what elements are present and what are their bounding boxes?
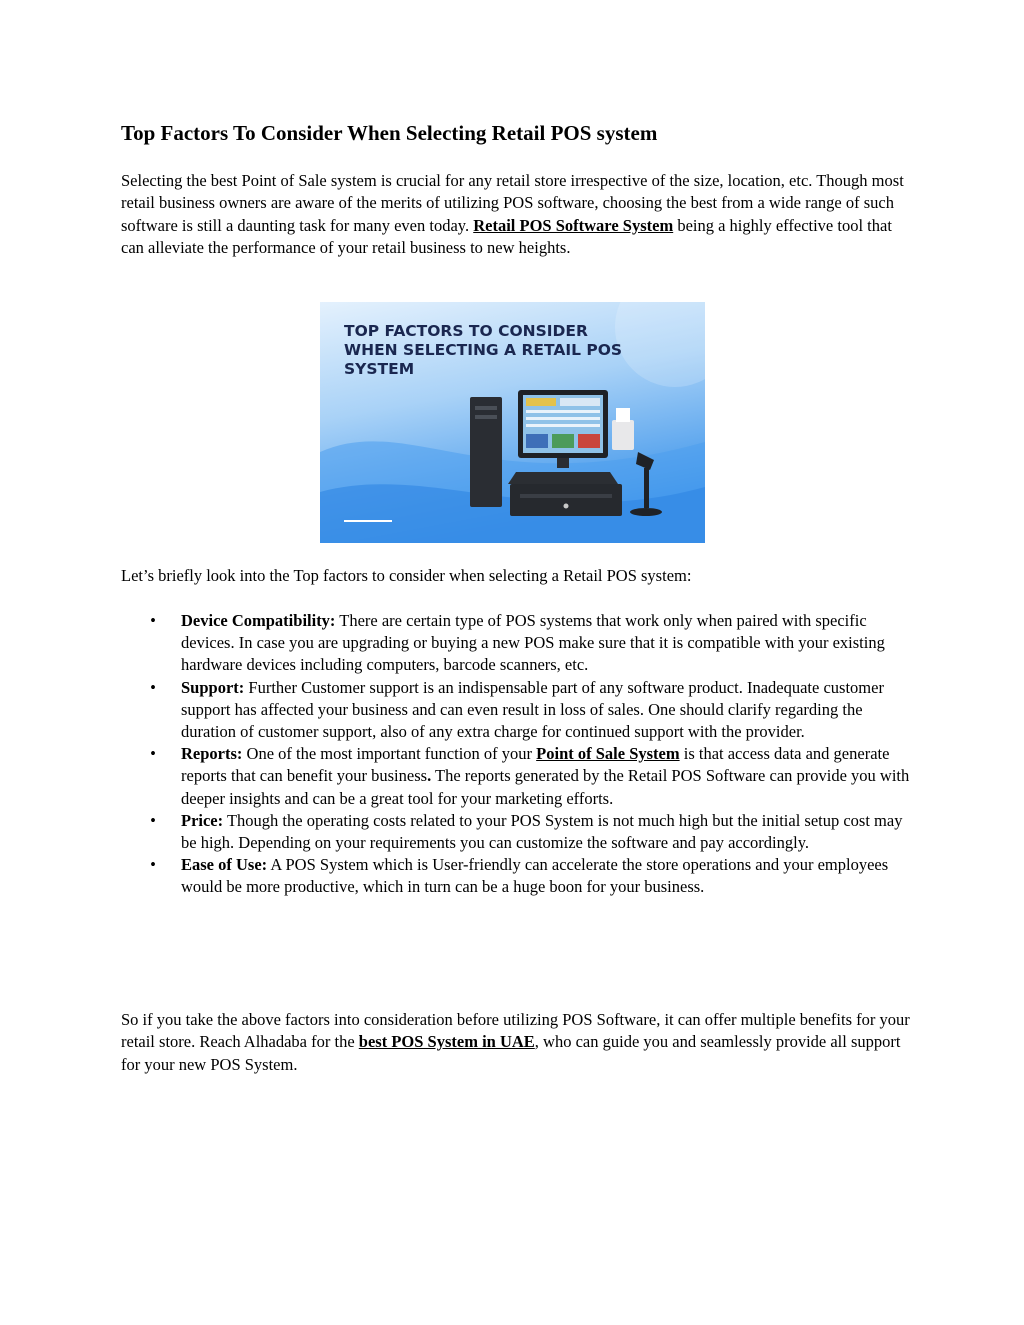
factor-text: There are certain type of POS systems that work only when paired with specific devices. In case you are upgrading or buying a new POS make sure that it is compatible with your existing hardware devices including computers, barcode scanners, etc. [181, 611, 885, 675]
factor-text: Though the operating costs related to your POS System is not much high but the initial setup cost may be high. Depending on your requirements you can customize the software and pay accordingly. [181, 810, 903, 853]
point-of-sale-system-link[interactable]: Point of Sale System [536, 744, 680, 764]
intro-text: Selecting the best Point of Sale system is crucial for any retail store irrespective of the size, location, etc. Though most retail business owners are aware of the merits of utilizing POS software, choosing the best from a wide range of such software is still a daunting task for many even today. [121, 171, 904, 235]
factor-term: Ease of Use: [181, 855, 268, 875]
intro-after-text: being a highly effective tool that can alleviate the performance of your retail business to new heights. [121, 215, 892, 257]
list-item-support [121, 677, 911, 744]
list-item-price [121, 810, 911, 854]
bullet-icon: • [150, 611, 156, 630]
factor-period: . [427, 766, 432, 786]
bullet-icon: • [150, 855, 156, 875]
bullet-icon: • [150, 677, 156, 697]
lead-paragraph: Let’s briefly look into the Top factors to consider when selecting a Retail POS system: [121, 566, 692, 585]
bullet-icon: • [150, 810, 156, 830]
factor-term: Reports: [181, 744, 243, 764]
intro-paragraph [121, 170, 911, 259]
list-item-device-compatibility [121, 610, 911, 677]
list-item-reports [121, 743, 911, 810]
bullet-icon: • [150, 744, 156, 764]
page-title: Top Factors To Consider When Selecting Retail POS system [121, 121, 658, 145]
factor-text: One of the most important function of your [246, 744, 533, 764]
factor-term: Price: [181, 810, 224, 830]
outro-paragraph [121, 1009, 911, 1076]
hero-image [320, 302, 705, 543]
list-item-ease-of-use [121, 854, 911, 898]
factors-list [121, 610, 911, 899]
factor-text-after-link: is that access data and generate reports that can benefit your business [181, 744, 890, 786]
outro-after-text: , who can guide you and seamlessly provide all support for your new POS System. [121, 1032, 901, 1074]
factor-text: Further Customer support is an indispensable part of any software product. Inadequate customer support has affected your business and can even result in loss of sales. One should clarify regarding the duration of customer support, also of any extra charge for continued support with the provider. [181, 677, 884, 742]
factor-term: Device Compatibility: [181, 611, 336, 630]
factor-term: Support: [181, 677, 245, 697]
hero-title: TOP FACTORS TO CONSIDER WHEN SELECTING A RETAIL POS SYSTEM [344, 322, 623, 378]
outro-text: So if you take the above factors into consideration before utilizing POS Software, it can offer multiple benefits for your retail store. Reach Alhadaba for the [121, 1010, 910, 1052]
factor-text-continued: The reports generated by the Retail POS Software can provide you with deeper insights and can be a great tool for your marketing efforts. [181, 766, 910, 808]
factor-text: A POS System which is User-friendly can accelerate the store operations and your employees would be more productive, which in turn can be a huge boon for your business. [181, 855, 889, 897]
best-pos-system-uae-link[interactable]: best POS System in UAE [358, 1032, 535, 1052]
retail-pos-software-link[interactable]: Retail POS Software System [473, 215, 674, 235]
